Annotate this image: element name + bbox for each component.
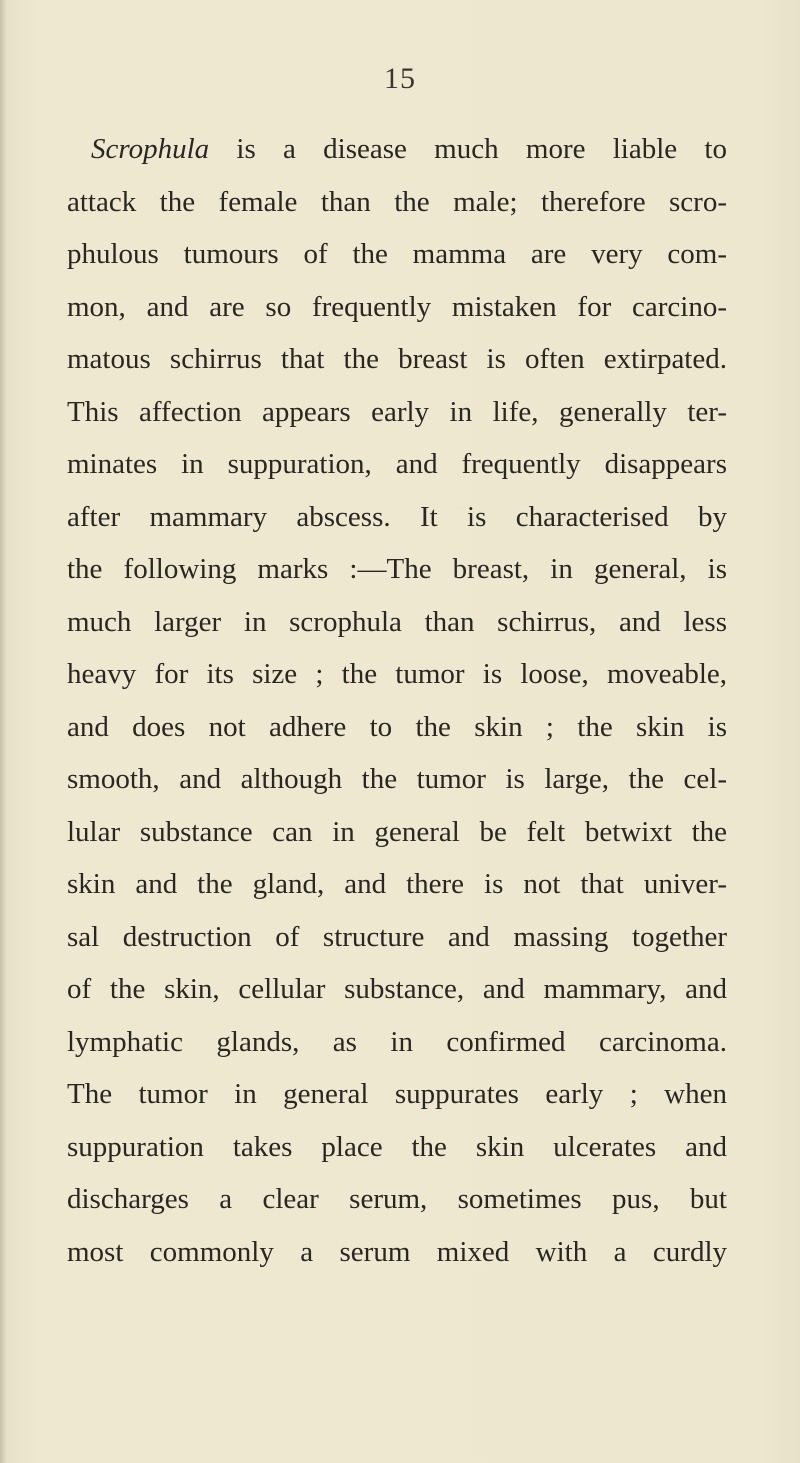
page-binding-edge [0,0,6,1463]
line-text: is a disease much more liable to [209,133,727,165]
text-line: skin and the gland, and there is not that univer- [67,868,727,900]
text-line: of the skin, cellular substance, and mammary, and [67,973,727,1005]
text-line: after mammary abscess. It is characterised by [67,500,727,533]
text-line [67,123,727,176]
text-line: smooth, and although the tumor is large, the cel- [67,763,727,795]
text-line: This affection appears early in life, generally ter- [67,395,727,428]
text-line: much larger in scrophula than schirrus, and less [67,605,727,638]
text-line: lymphatic glands, as in confirmed carcinoma. [67,1025,727,1058]
italic-term: Scrophula [91,133,210,165]
text-line: and does not adhere to the skin ; the skin is [67,710,727,743]
text-line: matous schirrus that the breast is often extirpated. [67,343,727,375]
text-line: attack the female than the male; therefore scro- [67,185,727,218]
text-line: mon, and are so frequently mistaken for carcino- [67,290,727,323]
page-number: 15 [384,62,416,95]
text-line: phulous tumours of the mamma are very com- [67,238,727,270]
text-line: sal destruction of structure and massing together [67,920,727,953]
text-line: the following marks :—The breast, in general, is [67,553,727,585]
text-line: lular substance can in general be felt betwixt the [67,815,727,848]
body-text [67,123,727,1278]
text-line: most commonly a serum mixed with a curdly [67,1235,727,1268]
text-line: discharges a clear serum, sometimes pus, but [67,1183,727,1215]
text-line: suppuration takes place the skin ulcerates and [67,1130,727,1163]
text-line: minates in suppuration, and frequently disappears [67,448,727,480]
text-line: heavy for its size ; the tumor is loose, moveable, [67,658,727,690]
text-line: The tumor in general suppurates early ; when [67,1078,727,1110]
